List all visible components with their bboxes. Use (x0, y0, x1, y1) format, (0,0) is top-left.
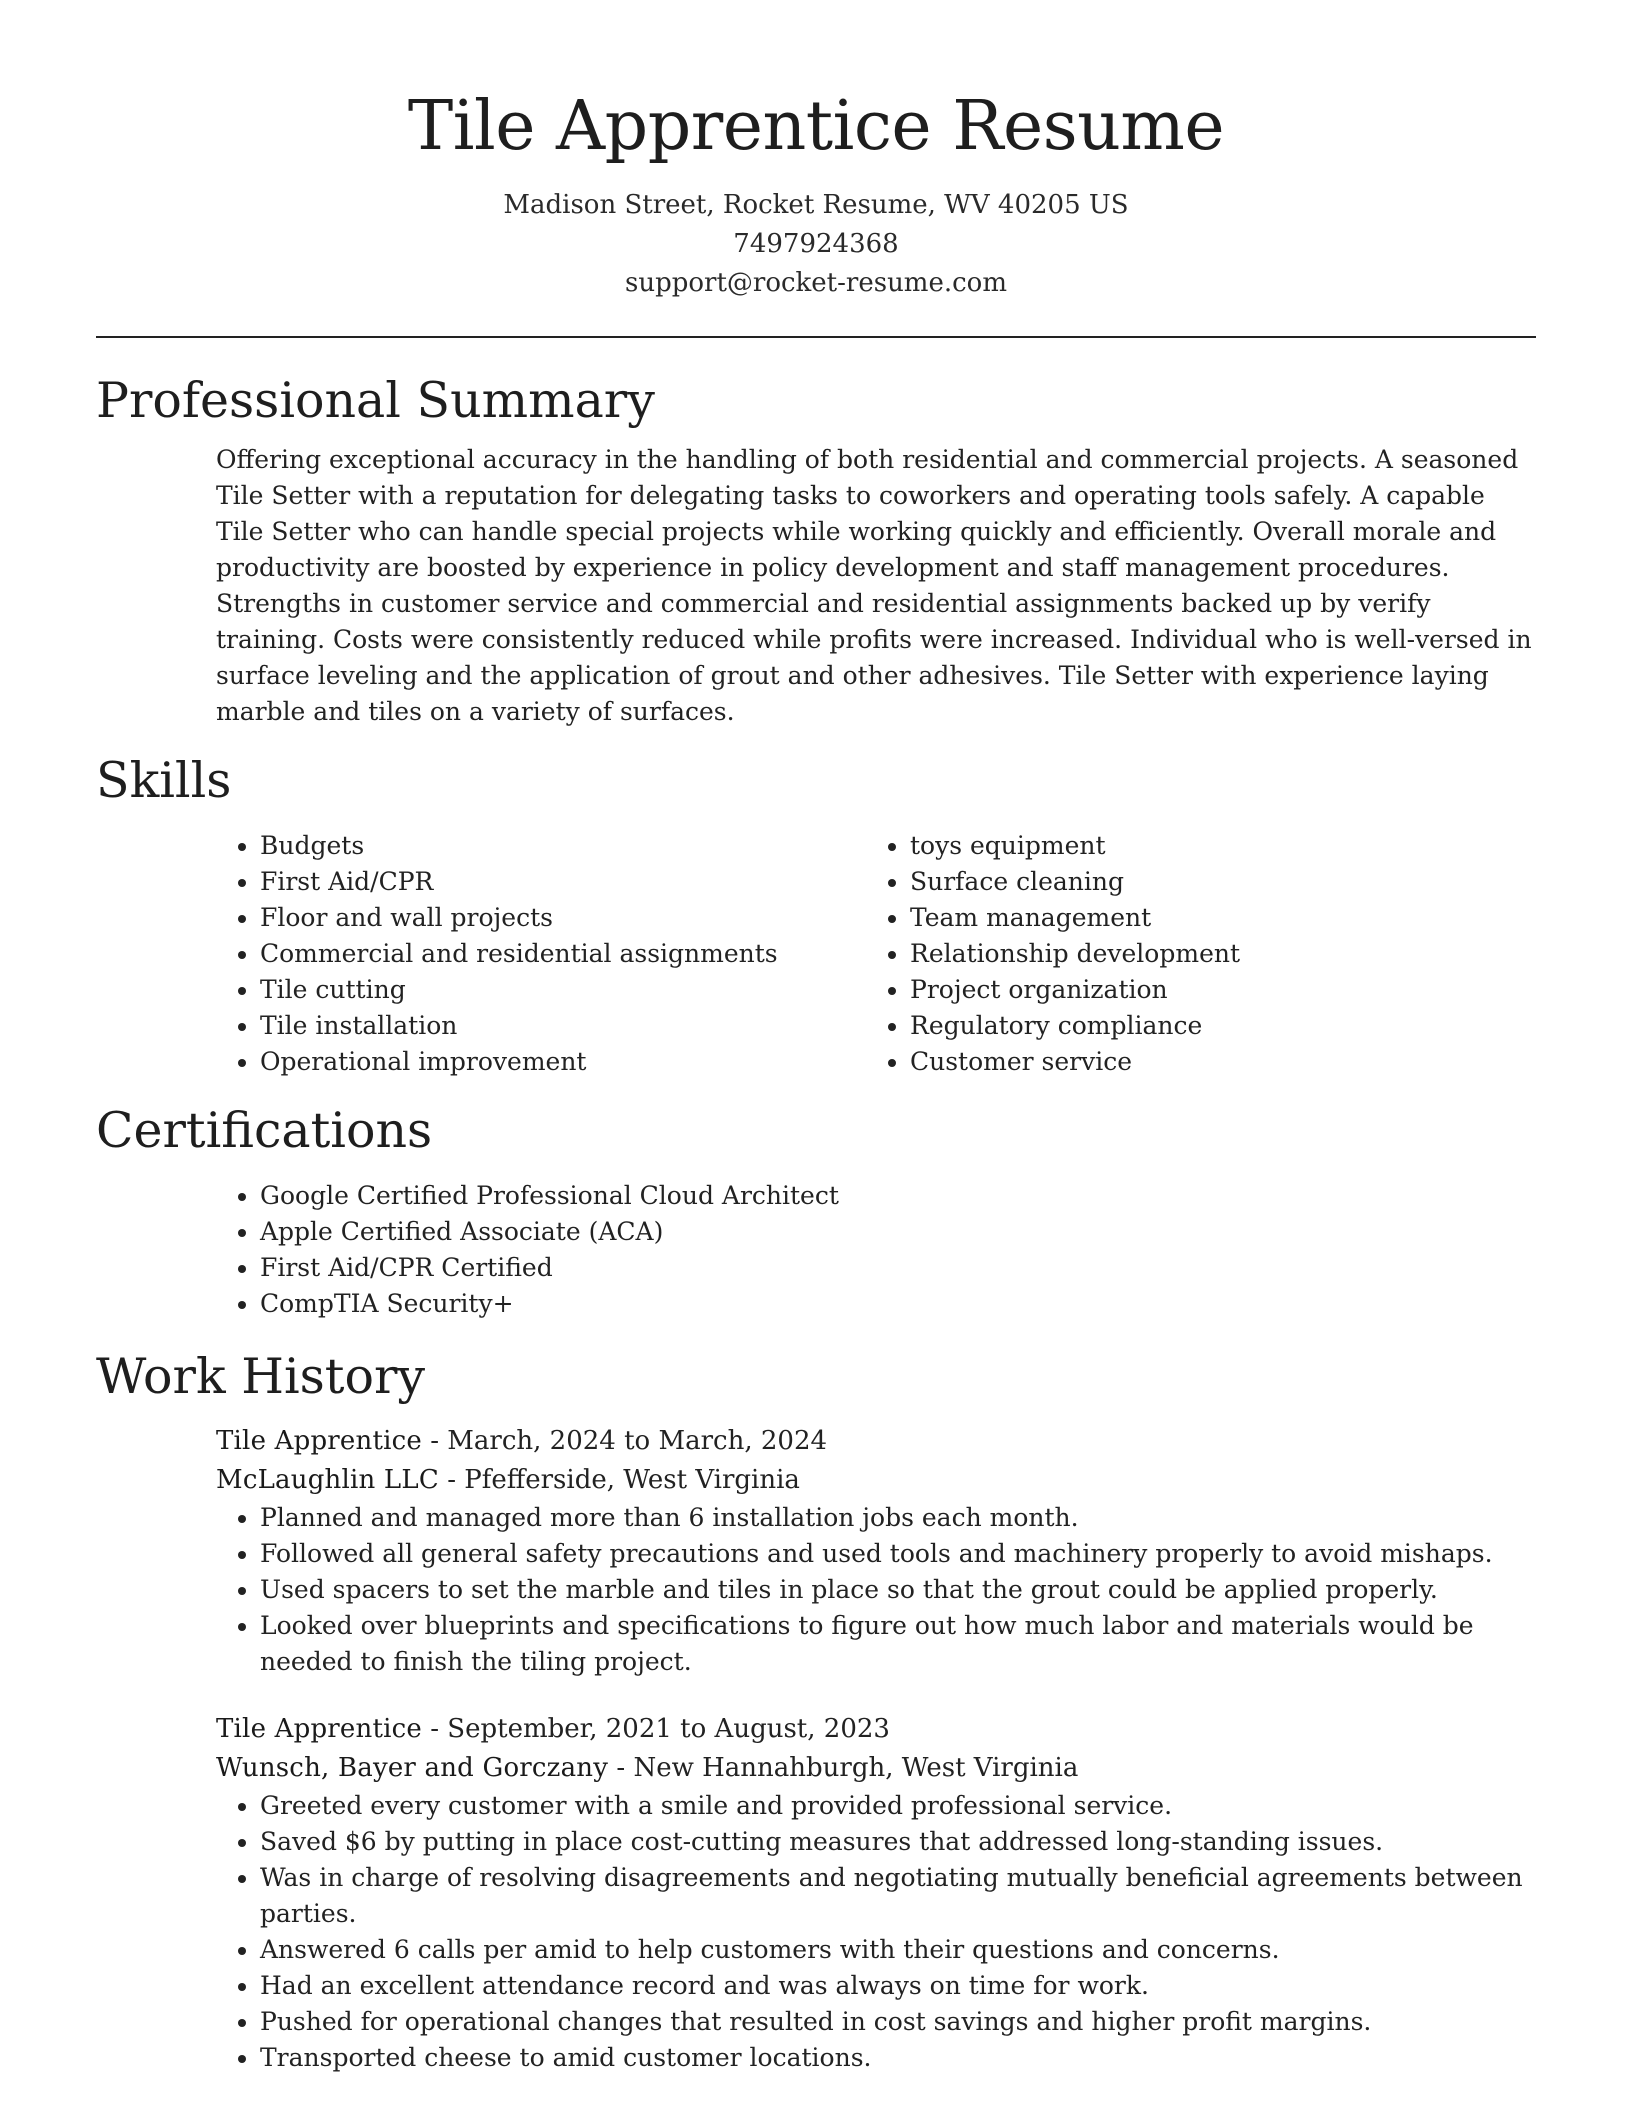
job-duties-list (216, 1500, 1536, 1680)
skill-item: • Floor and wall projects (260, 900, 866, 936)
resume-page (96, 0, 1536, 2076)
work-history-heading: Work History (96, 1348, 426, 1405)
certification-item: • Google Certified Professional Cloud Architect (260, 1178, 1536, 1214)
job-duty-item: • Answered 6 calls per amid to help customers with their questions and concerns. (260, 1932, 1536, 1968)
contact-address: Madison Street, Rocket Resume, WV 40205 US (503, 190, 1129, 220)
job-duty-item: • Looked over blueprints and specifications to figure out how much labor and materials would be needed to finish the tiling project. (260, 1608, 1536, 1680)
job-title: Tile Apprentice (216, 1426, 422, 1456)
job-dates: - September, 2021 to August, 2023 (421, 1714, 890, 1744)
job-location: - New Hannahburgh, West Virginia (608, 1753, 1079, 1783)
skills-columns (216, 828, 1536, 1080)
header-divider (96, 336, 1536, 338)
skills-list-right (866, 828, 1516, 1080)
job-duty-item: • Planned and managed more than 6 installation jobs each month. (260, 1500, 1536, 1536)
job-duties-list (216, 1788, 1536, 2076)
certifications-block (216, 1178, 1536, 1322)
certification-item: • First Aid/CPR Certified (260, 1250, 1536, 1286)
job-duty-item: • Pushed for operational changes that resulted in cost savings and higher profit margins. (260, 2004, 1536, 2040)
skill-item: • toys equipment (910, 828, 1516, 864)
summary-text: Offering exceptional accuracy in the handling of both residential and commercial projects. A seasoned Tile Setter with a reputation for delegating tasks to coworkers and operating tools safely. A capable Tile Setter who can handle special projects while working quickly and efficiently. Overall morale and productivity are boosted by experience in policy development and staff management procedures. Strengths in customer service and commercial and residential assignments backed up by verify training. Costs were consistently reduced while profits were increased. Individual who is well-versed in surface leveling and the application of grout and other adhesives. Tile Setter with experience laying marble and tiles on a variety of surfaces. (216, 445, 1532, 726)
skill-item: • First Aid/CPR (260, 864, 866, 900)
resume-title: Tile Apprentice Resume (407, 87, 1225, 166)
skill-item: • Relationship development (910, 936, 1516, 972)
job-dates: - March, 2024 to March, 2024 (421, 1426, 828, 1456)
job-title-line (216, 1710, 1536, 1749)
skill-item: • Customer service (910, 1044, 1516, 1080)
skill-item: • Operational improvement (260, 1044, 866, 1080)
job-duty-item: • Greeted every customer with a smile and provided professional service. (260, 1788, 1536, 1824)
skill-item: • Regulatory compliance (910, 1008, 1516, 1044)
skill-item: • Tile cutting (260, 972, 866, 1008)
job-company: McLaughlin LLC (216, 1465, 439, 1495)
contact-block (96, 186, 1536, 303)
skills-list-left (216, 828, 866, 1080)
contact-email: support@rocket-resume.com (624, 268, 1007, 298)
job-title-line (216, 1422, 1536, 1461)
resume-header (96, 0, 1536, 303)
job-title: Tile Apprentice (216, 1714, 422, 1744)
job-duty-item: • Was in charge of resolving disagreements and negotiating mutually beneficial agreements between parties. (260, 1860, 1536, 1932)
job-location: - Pfefferside, West Virginia (438, 1465, 800, 1495)
contact-phone: 7497924368 (733, 229, 899, 259)
job-company-line (216, 1749, 1536, 1788)
skills-heading: Skills (96, 752, 232, 809)
skill-item: • Commercial and residential assignments (260, 936, 866, 972)
skill-item: • Tile installation (260, 1008, 866, 1044)
certification-item: • Apple Certified Associate (ACA) (260, 1214, 1536, 1250)
job-entry (216, 1422, 1536, 1680)
job-duty-item: • Used spacers to set the marble and tiles in place so that the grout could be applied properly. (260, 1572, 1536, 1608)
certifications-heading: Certifications (96, 1102, 433, 1159)
job-company-line (216, 1461, 1536, 1500)
skill-item: • Budgets (260, 828, 866, 864)
certification-item: • CompTIA Security+ (260, 1286, 1536, 1322)
skill-item: • Team management (910, 900, 1516, 936)
summary-heading: Professional Summary (96, 372, 655, 429)
job-entry (216, 1710, 1536, 2076)
job-duty-item: • Transported cheese to amid customer locations. (260, 2040, 1536, 2076)
job-duty-item: • Had an excellent attendance record and was always on time for work. (260, 1968, 1536, 2004)
certifications-list (216, 1178, 1536, 1322)
skills-column-left (216, 828, 866, 1080)
job-company: Wunsch, Bayer and Gorczany (216, 1753, 609, 1783)
job-duty-item: • Followed all general safety precautions and used tools and machinery properly to avoid mishaps. (260, 1536, 1536, 1572)
job-duty-item: • Saved $6 by putting in place cost-cutting measures that addressed long-standing issues. (260, 1824, 1536, 1860)
skill-item: • Project organization (910, 972, 1516, 1008)
skills-column-right (866, 828, 1516, 1080)
skill-item: • Surface cleaning (910, 864, 1516, 900)
